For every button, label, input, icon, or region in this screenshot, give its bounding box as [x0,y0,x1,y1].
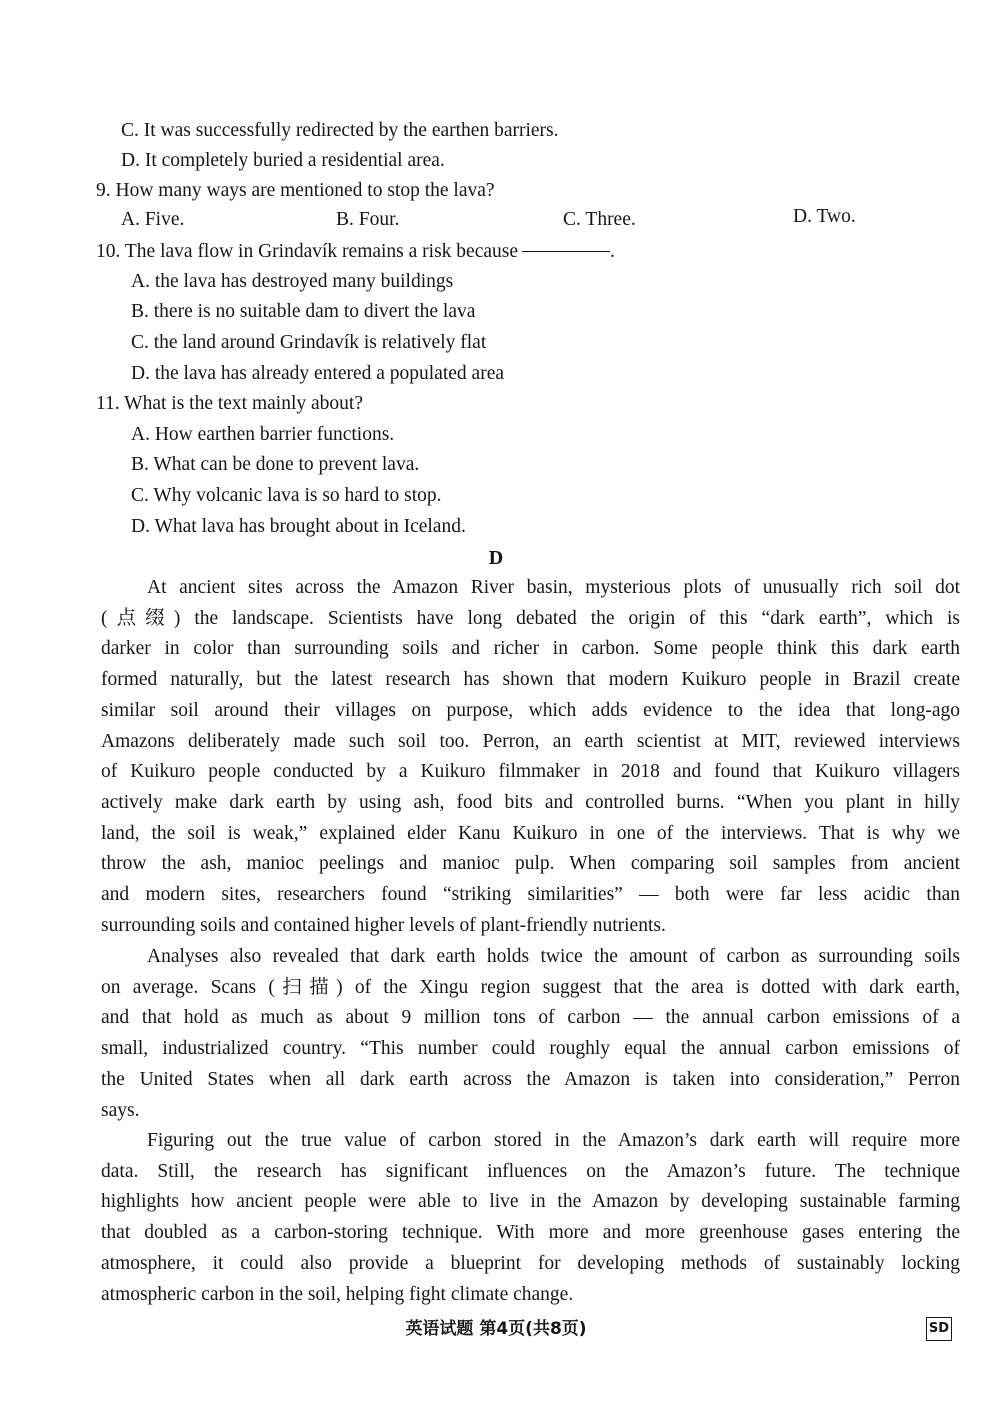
q8-option-d: D. It completely buried a residential area. [121,150,445,171]
q9-option-d: D. Two. [793,206,856,227]
paragraph-line: and modern sites, researchers found “striking similarities” — both were far less acidic than [101,884,960,906]
q11-option-d: D. What lava has brought about in Iceland. [131,516,466,537]
paragraph-line: of Kuikuro people conducted by a Kuikuro filmmaker in 2018 and found that Kuikuro villagers [101,761,960,783]
q10-option-d: D. the lava has already entered a populated area [131,363,505,384]
paragraph-line: small, industrialized country. “This number could roughly equal the annual carbon emissions of [101,1038,960,1060]
paragraph-line: Figuring out the true value of carbon stored in the Amazon’s dark earth will require more [147,1130,960,1151]
passage-paragraph-1 [101,573,960,941]
paragraph-line: atmospheric carbon in the soil, helping fight climate change. [101,1283,574,1305]
sd-badge: SD [926,1317,952,1341]
paragraph-line: data. Still, the research has significant influences on the Amazon’s future. The technique [101,1160,960,1182]
paragraph-line: darker in color than surrounding soils and richer in carbon. Some people think this dark earth [101,638,960,660]
q9-option-c: C. Three. [563,209,636,230]
paragraph-line: (点缀) the landscape. Scientists have long debated the origin of this “dark earth”, which is [101,607,960,629]
answer-blank [522,251,610,252]
q10-option-a: A. the lava has destroyed many buildings [131,271,454,292]
q11-option-a: A. How earthen barrier functions. [131,424,395,445]
paragraph-line: land, the soil is weak,” explained elder Kanu Kuikuro in one of the interviews. That is why we [101,822,960,844]
passage-paragraph-2 [101,942,960,1126]
paragraph-line: on average. Scans (扫描) of the Xingu region suggest that the area is dotted with dark earth, [101,976,960,998]
q10-option-b: B. there is no suitable dam to divert the lava [131,301,476,322]
q8-option-c: C. It was successfully redirected by the earthen barriers. [121,120,559,141]
passage-paragraph-3 [101,1126,960,1310]
paragraph-line: atmosphere, it could also provide a blueprint for developing methods of sustainably locking [101,1252,960,1274]
paragraph-line: surrounding soils and contained higher levels of plant-friendly nutrients. [101,914,666,936]
paragraph-line: throw the ash, manioc peelings and manioc pulp. When comparing soil samples from ancient [101,853,960,875]
paragraph-line: says. [101,1099,140,1121]
paragraph-line: Analyses also revealed that dark earth holds twice the amount of carbon as surrounding soils [147,946,960,967]
q11-option-b: B. What can be done to prevent lava. [131,454,420,475]
page-footer: 英语试题 第4页(共8页) [405,1319,587,1339]
paragraph-line: highlights how ancient people were able to live in the Amazon by developing sustainable farming [101,1191,960,1213]
paragraph-line: similar soil around their villages on purpose, which adds evidence to the idea that long-ago [101,699,960,721]
paragraph-line: and that hold as much as about 9 million tons of carbon — the annual carbon emissions of a [101,1007,960,1029]
q10-stem: 10. The lava flow in Grindavík remains a risk because [96,241,519,262]
q9-option-a: A. Five. [121,209,185,230]
q10-stem-end: . [610,241,615,262]
paragraph-line: that doubled as a carbon-storing technique. With more and more greenhouse gases entering the [101,1222,960,1244]
paragraph-line: the United States when all dark earth across the Amazon is taken into consideration,” Perron [101,1068,960,1090]
q10-stem-line [96,237,615,268]
q9-stem: 9. How many ways are mentioned to stop the lava? [96,180,495,201]
section-heading: D [488,547,504,569]
paragraph-line: At ancient sites across the Amazon River basin, mysterious plots of unusually rich soil dot [147,577,960,598]
q11-stem: 11. What is the text mainly about? [96,393,363,414]
q11-option-c: C. Why volcanic lava is so hard to stop. [131,485,442,506]
paragraph-line: formed naturally, but the latest research has shown that modern Kuikuro people in Brazil create [101,669,960,691]
paragraph-line: actively make dark earth by using ash, food bits and controlled burns. “When you plant in hilly [101,791,960,813]
paragraph-line: Amazons deliberately made such soil too. Perron, an earth scientist at MIT, reviewed interviews [101,730,960,752]
q9-option-b: B. Four. [336,209,400,230]
q10-option-c: C. the land around Grindavík is relatively flat [131,332,487,353]
